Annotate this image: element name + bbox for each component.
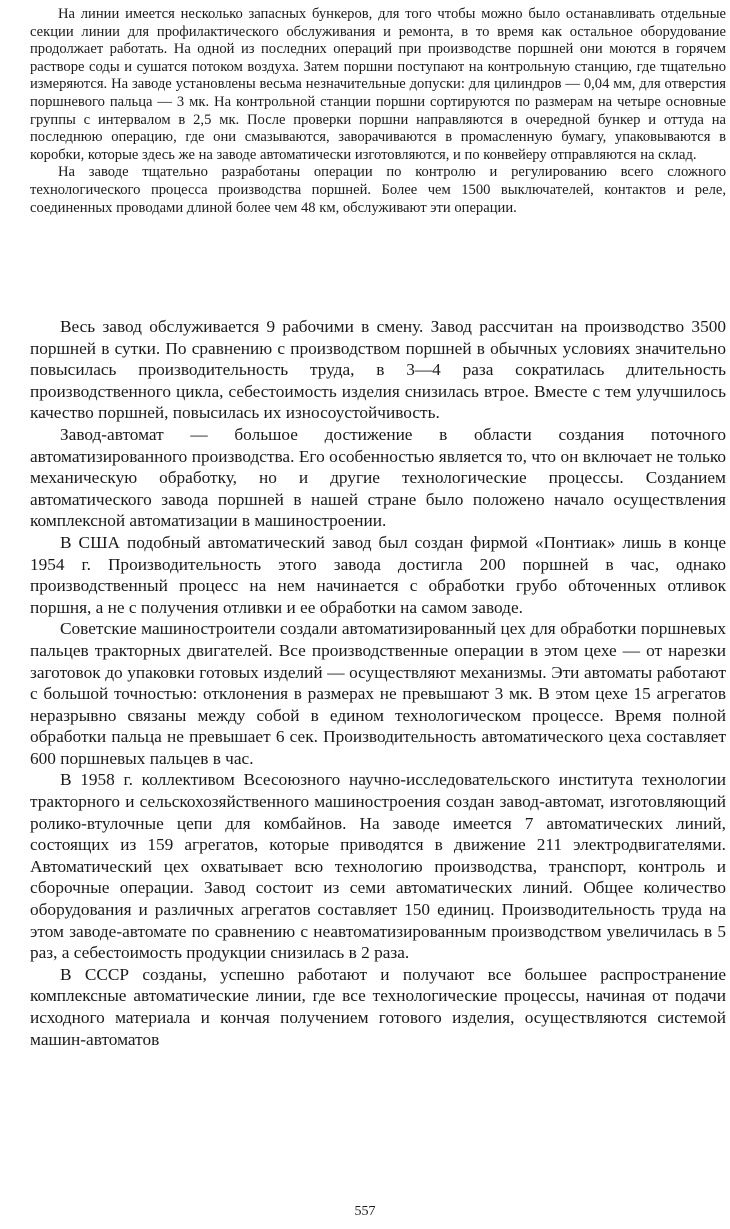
paragraph: Советские машиностроители создали автоматизированный цех для обработки поршневых пальцев тракторных двигателей. Все производственные операции в этом цехе — от нарезки заготовок до упаковки готовых изделий — осуществляют механизмы. Эти автоматы работают с большой точностью: отклонения в размерах не превышают 3 мк. В этом цехе 15 агрегатов неразрывно связаны между собой в едином технологическом процессе. Время полной обработки пальца не превышает 6 сек. Производительность автоматического цеха составляет 600 поршневых пальцев в час. (30, 619, 726, 768)
small-paragraph: На линии имеется несколько запасных бункеров, для того чтобы можно было останавливать отдельные секции линии для профилактического обслуживания и ремонта, в то время как остальное оборудование продолжает работать. На одной из последних операций при производстве поршней они моются в горячем растворе соды и сушатся потоком воздуха. Затем поршни поступают на контрольную станцию, где тщательно измеряются. На заводе установлены весьма незначительные допуски: для цилиндров — 0,04 мм, для отверстия поршневого пальца — 3 мк. На контрольной станции поршни сортируются по размерам на четыре основные группы с интервалом в 2,5 мк. После проверки поршни направляются в очередной бункер и оттуда на последнюю операцию, где они смазываются, заворачиваются в промасленную бумагу, упаковываются в коробки, которые здесь же на заводе автоматически изготовляются, и по конвейеру отправляются на склад. (30, 6, 726, 163)
paragraph: Весь завод обслуживается 9 рабочими в смену. Завод рассчитан на производство 3500 поршней в сутки. По сравнению с производством поршней в обычных условиях значительно повысилась производительность труда, в 3—4 раза сократилась длительность производственного цикла, себестоимость изделия снизилась втрое. Вместе с тем улучшилось качество поршней, повысилась их износоустойчивость. (30, 317, 726, 423)
paragraph: В 1958 г. коллективом Всесоюзного научно-исследовательского института технологии тракторного и сельскохозяйственного машиностроения создан завод-автомат, изготовляющий ролико-втулочные цепи для комбайнов. На заводе имеется 7 автоматических линий, состоящих из 159 агрегатов, которые приводятся в движение 211 электродвигателями. Автоматический цех охватывает всю технологию производства, транспорт, контроль и сборочные операции. Завод состоит из семи автоматических линий. Общее количество оборудования и различных агрегатов составляет 150 единиц. Производительность труда на этом заводе-автомате по сравнению с неавтоматизированным производством увеличилась в 5 раз, а себестоимость продукции снизилась в 2 раза. (30, 770, 726, 963)
main-text-block (30, 316, 726, 1050)
paragraph: В США подобный автоматический завод был создан фирмой «Понтиак» лишь в конце 1954 г. Производительность этого завода достигла 200 поршней в час, однако производственный процесс на нем начинается с обработки грубо обточенных отливок поршня, а не с получения отливки и ее обработки на самом заводе. (30, 532, 726, 617)
paragraph: Завод-автомат — большое достижение в области создания поточного автоматизированного производства. Его особенностью является то, что он включает не только механическую обработку, но и другие технологические процессы. Созданием автоматического завода поршней в нашей стране было положено начало осуществления комплексной автоматизации в машиностроении. (30, 424, 726, 531)
small-paragraph: На заводе тщательно разработаны операции по контролю и регулированию всего сложного технологического процесса производства поршней. Более чем 1500 выключателей, контактов и реле, соединенных проводами длиной более чем 48 км, обслуживают эти операции. (30, 164, 726, 216)
page-number: 557 (354, 1204, 376, 1219)
paragraph: В СССР созданы, успешно работают и получают все большее распространение комплексные автоматические линии, где все технологические процессы, начиная от подачи исходного материала и кончая получением готового изделия, осуществляются системой машин-автоматов (30, 964, 726, 1049)
small-print-block (30, 6, 726, 217)
